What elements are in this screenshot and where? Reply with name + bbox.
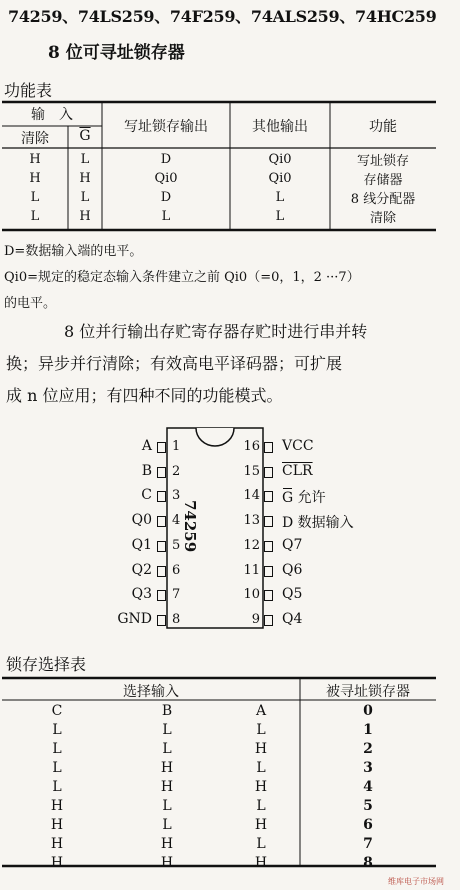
pin-left xyxy=(157,491,166,502)
pin-label-right: Q5 xyxy=(282,586,303,603)
cell: 1 xyxy=(363,721,373,738)
cell: H xyxy=(79,171,91,186)
cell: L xyxy=(256,721,266,738)
cell: L xyxy=(275,190,285,205)
pin-label-left: Q1 xyxy=(131,536,152,553)
cell: L xyxy=(52,759,62,776)
pin-right xyxy=(264,491,273,502)
pin-right xyxy=(264,442,273,453)
table-row xyxy=(2,758,436,777)
cell: H xyxy=(29,152,41,167)
pin-number-left: 2 xyxy=(172,463,181,479)
col-latch: 0 xyxy=(363,703,373,719)
pin-right xyxy=(264,467,273,478)
pin-left xyxy=(157,516,166,527)
page-subtitle: 8 位可寻址锁存器 xyxy=(48,43,185,63)
pin-number-right: 12 xyxy=(243,537,260,553)
header-input: 输 入 xyxy=(31,107,73,123)
pin-number-right: 15 xyxy=(243,463,260,479)
cell: 8 xyxy=(363,854,373,871)
cell: H xyxy=(79,209,91,224)
cell: D xyxy=(160,190,172,205)
pin-right xyxy=(264,590,273,601)
cell: H xyxy=(160,778,174,795)
pin-label-left: B xyxy=(141,462,152,479)
cell: 7 xyxy=(363,835,373,852)
cell: L xyxy=(30,190,40,205)
table-row xyxy=(2,853,436,872)
cell: L xyxy=(52,740,62,757)
cell: H xyxy=(254,778,268,795)
cell: H xyxy=(160,854,174,871)
cell: H xyxy=(160,759,174,776)
pin-left xyxy=(157,590,166,601)
cell: L xyxy=(162,797,172,814)
function-table xyxy=(2,150,436,226)
note-qi0: Qi0=规定的稳定态输入条件建立之前 Qi0（=0，1，2 ···7） xyxy=(4,270,360,285)
pin-label-right: $\overline{CLR}$ xyxy=(282,462,313,479)
cell: H xyxy=(254,816,268,833)
table-row xyxy=(2,815,436,834)
table-row xyxy=(2,188,436,207)
pin-label-right: G 允许 xyxy=(282,490,326,507)
pin-number-right: 10 xyxy=(243,587,260,603)
select-table-caption: 锁存选择表 xyxy=(6,655,87,674)
pin-number-right: 14 xyxy=(243,488,260,504)
pin-label-left: C xyxy=(141,487,152,504)
table-row xyxy=(2,739,436,758)
header-g: $\overline{G}$ xyxy=(79,128,91,144)
cell: D xyxy=(160,152,172,167)
cell: H xyxy=(50,797,64,814)
cell: 写址锁存 xyxy=(356,154,409,169)
cell: 6 xyxy=(363,816,373,833)
cell: L xyxy=(80,190,90,205)
pin-left xyxy=(157,566,166,577)
page-title: 74259、74LS259、74F259、74ALS259、74HC259 xyxy=(8,7,437,26)
cell: H xyxy=(50,854,64,871)
table-row xyxy=(2,150,436,169)
pin-left xyxy=(157,467,166,478)
pin-label-left: Q2 xyxy=(131,561,152,578)
cell: Qi0 xyxy=(268,171,292,186)
col-b: B xyxy=(161,703,173,719)
header-addr-out: 写址锁存输出 xyxy=(124,119,208,135)
pin-label-left: Q0 xyxy=(131,512,152,529)
pin-label-right: Q6 xyxy=(282,561,303,578)
cell: 清除 xyxy=(369,211,396,226)
header-other-out: 其他输出 xyxy=(252,119,308,135)
cell: H xyxy=(254,854,268,871)
cell: L xyxy=(162,816,172,833)
pin-number-right: 11 xyxy=(243,562,260,578)
pin-number-right: 16 xyxy=(243,439,260,454)
pin-number-left: 3 xyxy=(172,488,181,504)
cell: 存储器 xyxy=(363,173,403,188)
cell: Qi0 xyxy=(268,152,292,167)
cell: L xyxy=(162,740,172,757)
cell: L xyxy=(30,209,40,224)
col-c: C xyxy=(51,703,63,719)
pin-label-right: VCC xyxy=(282,438,314,454)
note-level: 的电平。 xyxy=(4,296,57,311)
cell: 5 xyxy=(363,797,373,814)
table-row xyxy=(2,720,436,739)
cell: 3 xyxy=(363,759,373,776)
cell: H xyxy=(254,740,268,757)
cell: L xyxy=(275,209,285,224)
select-table xyxy=(2,702,436,872)
table-row xyxy=(2,796,436,815)
pin-label-right: Q4 xyxy=(282,610,303,627)
col-a: A xyxy=(255,703,267,719)
header-addressed-latch: 被寻址锁存器 xyxy=(326,684,410,700)
cell: H xyxy=(160,835,174,852)
cell: Qi0 xyxy=(154,171,178,186)
pin-label-left: GND xyxy=(117,610,152,627)
pin-label-left: A xyxy=(141,438,152,454)
pin-left xyxy=(157,442,166,453)
chip-name: 74259 xyxy=(181,500,199,553)
header-function: 功能 xyxy=(369,119,397,135)
cell: 8 线分配器 xyxy=(350,192,416,207)
paragraph-line-1: 8 位并行输出存贮寄存器存贮时进行串并转 xyxy=(64,322,368,341)
cell: 4 xyxy=(363,778,373,795)
cell: L xyxy=(162,721,172,738)
cell: 2 xyxy=(363,740,373,757)
pin-right xyxy=(264,541,273,552)
cell: L xyxy=(52,778,62,795)
cell: L xyxy=(256,759,266,776)
cell: L xyxy=(80,152,90,167)
pin-right xyxy=(264,566,273,577)
pin-number-left: 1 xyxy=(172,439,181,454)
table-header-row xyxy=(2,702,436,720)
pin-number-right: 9 xyxy=(251,611,260,627)
pin-number-left: 7 xyxy=(172,587,181,603)
cell: L xyxy=(256,835,266,852)
pin-label-right: D 数据输入 xyxy=(282,515,354,532)
cell: H xyxy=(29,171,41,186)
cell: L xyxy=(52,721,62,738)
pin-label-left: Q3 xyxy=(131,586,152,603)
pin-number-left: 4 xyxy=(172,513,181,529)
header-clear: 清除 xyxy=(21,131,49,147)
function-table-caption: 功能表 xyxy=(4,81,53,100)
pin-label-right: Q7 xyxy=(282,536,303,553)
header-select-input: 选择输入 xyxy=(123,684,179,700)
table-row xyxy=(2,169,436,188)
note-d: D=数据输入端的电平。 xyxy=(4,244,143,259)
pin-right xyxy=(264,615,273,626)
watermark-logo: 维库电子市场网 xyxy=(388,877,444,886)
cell: H xyxy=(50,835,64,852)
pin-number-left: 8 xyxy=(172,611,181,627)
pin-right xyxy=(264,516,273,527)
g-overbar xyxy=(283,488,292,489)
paragraph-line-2: 换；异步并行清除；有效高电平译码器；可扩展 xyxy=(6,354,343,373)
cell: H xyxy=(50,816,64,833)
cell: L xyxy=(161,209,171,224)
pin-number-right: 13 xyxy=(243,513,260,529)
table-row xyxy=(2,777,436,796)
pin-left xyxy=(157,541,166,552)
pin-left xyxy=(157,615,166,626)
cell: L xyxy=(256,797,266,814)
table-row xyxy=(2,207,436,226)
pin-number-left: 6 xyxy=(172,562,181,578)
paragraph-line-3: 成 n 位应用；有四种不同的功能模式。 xyxy=(6,386,283,405)
table-row xyxy=(2,834,436,853)
pin-number-left: 5 xyxy=(172,537,181,553)
